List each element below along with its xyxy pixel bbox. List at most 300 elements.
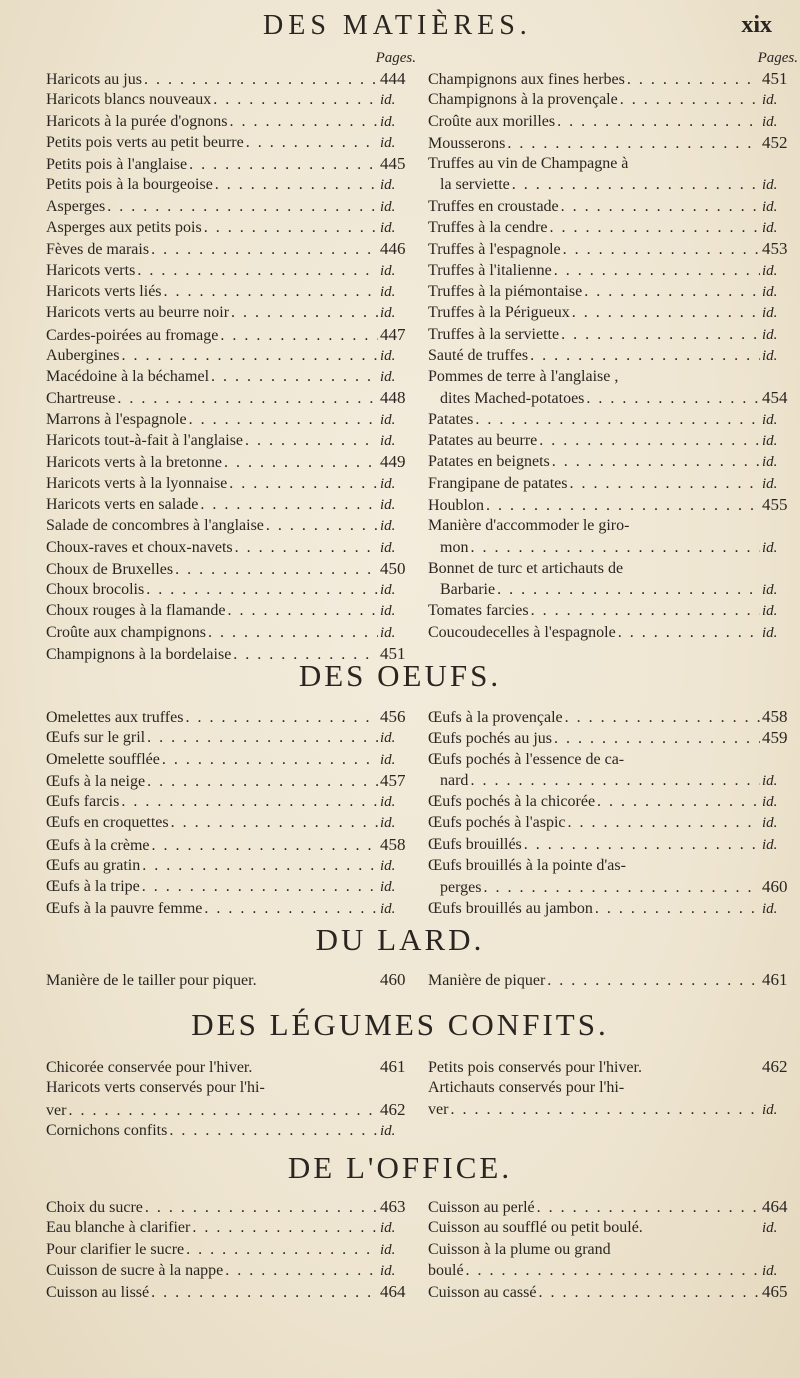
dot-leader [230, 111, 379, 132]
entry-title: Fèves de marais [46, 241, 150, 259]
entry-page-number: 451 [762, 69, 788, 88]
dot-leader [597, 791, 760, 812]
entry-page-number: id. [762, 177, 778, 194]
entry-title: Œufs brouillés au jambon [428, 899, 593, 917]
dot-leader [107, 196, 378, 217]
lard-right-column [428, 969, 798, 990]
toc-entry [428, 898, 798, 919]
entry-list [428, 969, 798, 990]
entry-page-number: id. [762, 454, 778, 471]
entry-title: Haricots blancs nouveaux [46, 91, 212, 109]
dot-leader [225, 1260, 378, 1281]
entry-title: Asperges [46, 197, 106, 215]
dot-leader [266, 515, 378, 536]
toc-entry [46, 537, 416, 558]
entry-page-number: id. [762, 900, 778, 917]
entry-title: Haricots verts liés [46, 282, 162, 300]
dot-leader [557, 111, 760, 132]
entry-page-number: id. [762, 1101, 778, 1118]
toc-entry [428, 706, 798, 727]
dot-leader [450, 1099, 760, 1120]
entry-page-number: id. [380, 433, 396, 450]
entry-page-number: id. [762, 772, 778, 789]
dot-leader [531, 600, 760, 621]
entry-title: Patates en beignets [428, 453, 550, 471]
entry-title: Cuisson au soufflé ou petit boulé. [428, 1219, 643, 1237]
dot-leader [162, 749, 378, 770]
entry-page-number: id. [380, 177, 396, 194]
entry-page-number: id. [380, 475, 396, 492]
toc-entry [46, 430, 416, 451]
legumes-right-column [428, 48, 798, 643]
section-title-confits: DES LÉGUMES CONFITS. [191, 1007, 609, 1042]
entry-title: Truffes à la serviette [428, 325, 560, 343]
entry-page-number: id. [762, 1262, 778, 1279]
entry-page-number: 450 [380, 558, 406, 578]
entry-title: Truffes à l'italienne [428, 261, 552, 279]
entry-page-number: id. [380, 815, 396, 832]
dot-leader [204, 217, 378, 238]
dot-leader [246, 132, 378, 153]
dot-leader [121, 791, 378, 812]
toc-entry [428, 791, 798, 812]
toc-entry [46, 969, 416, 990]
toc-entry [428, 430, 798, 451]
entry-page-number: id. [380, 220, 396, 237]
entry-title: nard [440, 771, 469, 789]
entry-title: Œufs sur le gril [46, 729, 146, 747]
entry-title: Haricots au jus [46, 71, 142, 88]
entry-list [46, 1056, 416, 1141]
dot-leader [568, 812, 760, 833]
entry-title: Marrons à l'espagnole [46, 410, 187, 428]
toc-entry [428, 111, 798, 132]
toc-entry [46, 174, 416, 195]
toc-entry [428, 409, 798, 430]
toc-entry [46, 812, 416, 833]
dot-leader [530, 345, 760, 366]
toc-entry [46, 473, 416, 494]
entry-title: Choux brocolis [46, 581, 145, 599]
toc-entry [46, 791, 416, 812]
dot-leader [507, 133, 760, 153]
entry-title: Choux de Bruxelles [46, 560, 174, 578]
running-title: DES MATIÈRES. [263, 10, 532, 41]
dot-leader [208, 622, 378, 643]
oeufs-right-column [428, 706, 798, 919]
entry-title: Cuisson au lissé [46, 1284, 150, 1302]
entry-page-number: id. [380, 347, 396, 364]
entry-title: la serviette [440, 176, 510, 194]
entry-title: Choux rouges à la flamande [46, 602, 226, 620]
entry-title: Croûte aux champignons [46, 623, 206, 641]
dot-leader [554, 260, 760, 281]
dot-leader [142, 855, 378, 876]
dot-leader [200, 494, 378, 515]
dot-leader [231, 302, 378, 323]
dot-leader [211, 366, 378, 387]
entry-page-number: 460 [380, 970, 406, 989]
entry-title: Cuisson au cassé [428, 1284, 537, 1302]
entry-page-number: id. [762, 624, 778, 641]
entry-title: dites Mached-potatoes [440, 390, 585, 408]
toc-entry-line: Manière d'accommoder le giro- [428, 517, 630, 535]
toc-entry [428, 1056, 798, 1077]
toc-entry [428, 770, 798, 791]
entry-list [428, 1056, 798, 1120]
toc-entry [46, 1056, 416, 1077]
entry-page-number: id. [380, 1241, 396, 1258]
entry-page-number: id. [762, 815, 778, 832]
dot-leader [189, 154, 378, 174]
toc-entry [428, 451, 798, 472]
toc-entry [46, 834, 416, 855]
entry-page-number: 452 [762, 132, 788, 152]
entry-title: Œufs à la pauvre femme [46, 899, 203, 917]
entry-page-number: id. [380, 1122, 396, 1139]
toc-entry [46, 749, 416, 770]
toc-entry [46, 855, 416, 876]
dot-leader [563, 239, 760, 259]
dot-leader [137, 260, 378, 281]
toc-entry [428, 238, 798, 259]
toc-entry [428, 1099, 798, 1120]
dot-leader [245, 430, 378, 451]
entry-page-number: id. [380, 113, 396, 130]
toc-entry [46, 600, 416, 621]
toc-entry [46, 217, 416, 238]
entry-title: Chartreuse [46, 390, 116, 408]
entry-page-number: 465 [762, 1282, 788, 1302]
toc-entry [46, 515, 416, 536]
entry-title: Barbarie [440, 581, 496, 599]
entry-title: mon [440, 538, 469, 556]
toc-entry [428, 345, 798, 366]
toc-entry [428, 1260, 798, 1281]
entry-title: Frangipane de patates [428, 474, 568, 492]
entry-page-number: id. [380, 518, 396, 535]
dot-leader [121, 345, 378, 366]
entry-title: Manière de piquer [428, 972, 546, 989]
toc-entry [428, 68, 798, 89]
dot-leader [595, 898, 760, 919]
entry-page-number: 446 [380, 239, 406, 259]
entry-list [46, 969, 416, 990]
entry-title: Champignons à la bordelaise [46, 646, 232, 664]
entry-page-number: id. [762, 433, 778, 450]
entry-page-number: id. [380, 730, 396, 747]
entry-title: Cornichons confits [46, 1121, 168, 1139]
entry-page-number: id. [762, 582, 778, 599]
toc-entry [46, 451, 416, 472]
toc-entry [428, 812, 798, 833]
dot-leader [204, 898, 378, 919]
dot-leader [561, 324, 760, 345]
entry-page-number: 445 [380, 154, 406, 174]
entry-list [46, 1196, 416, 1302]
entry-page-number: 458 [380, 834, 406, 854]
entry-title: Truffes à l'espagnole [428, 241, 561, 259]
dot-leader [537, 1197, 760, 1217]
entry-page-number: id. [762, 836, 778, 853]
toc-entry [46, 1239, 416, 1260]
entry-title: Croûte aux morilles [428, 112, 556, 130]
toc-entry-line: Truffes au vin de Champagne à [428, 155, 629, 173]
toc-entry [46, 494, 416, 515]
dot-leader [229, 473, 378, 494]
dot-leader [228, 600, 379, 621]
entry-page-number: id. [762, 411, 778, 428]
entry-title: Œufs pochés au jus [428, 730, 552, 748]
toc-entry [46, 1196, 416, 1217]
entry-title: ver [46, 1101, 67, 1119]
entry-page-number: 459 [762, 728, 788, 748]
entry-title: ver [428, 1100, 449, 1118]
dot-leader [554, 728, 760, 748]
toc-entry [46, 111, 416, 132]
entry-page-number: id. [762, 794, 778, 811]
entry-title: Pour clarifier le sucre [46, 1240, 185, 1258]
entry-page-number: 454 [762, 388, 788, 408]
office-right-column [428, 1196, 798, 1302]
dot-leader [220, 325, 378, 345]
toc-entry [428, 876, 798, 897]
entry-title: Eau blanche à clarifier [46, 1219, 191, 1237]
toc-entry [428, 260, 798, 281]
entry-title: Truffes à la piémontaise [428, 282, 583, 300]
dot-leader [171, 812, 378, 833]
toc-entry [46, 1120, 416, 1141]
entry-page-number: 464 [762, 1197, 788, 1216]
confits-right-column [428, 1056, 798, 1120]
entry-page-number: id. [380, 1262, 396, 1279]
toc-entry [46, 345, 416, 366]
entry-title: Salade de concombres à l'anglaise [46, 517, 264, 535]
entry-page-number: id. [762, 603, 778, 620]
dot-leader [215, 174, 378, 195]
entry-title: Aubergines [46, 346, 120, 364]
entry-title: Truffes en croustade [428, 197, 559, 215]
entry-page-number: 464 [380, 1282, 406, 1302]
entry-title: Haricots verts en salade [46, 495, 199, 513]
dot-leader [627, 69, 760, 89]
office-left-column [46, 1196, 416, 1302]
dot-leader [539, 430, 760, 451]
legumes-left-column [46, 48, 416, 664]
toc-entry [46, 366, 416, 387]
entry-title: Petits pois à l'anglaise [46, 156, 188, 174]
toc-entry [46, 1217, 416, 1238]
dot-leader [561, 196, 760, 217]
entry-title: Champignons aux fines herbes [428, 71, 625, 88]
dot-leader [213, 89, 378, 110]
toc-entry-line: Cuisson à la plume ou grand [428, 1240, 611, 1258]
toc-entry [46, 238, 416, 259]
toc-entry [46, 281, 416, 302]
page-number: xix [741, 12, 772, 38]
entry-page-number: id. [762, 92, 778, 109]
running-head [0, 10, 800, 40]
entry-list [428, 1196, 798, 1302]
entry-title: Cuisson au perlé [428, 1199, 535, 1216]
entry-title: Œufs en croquettes [46, 814, 169, 832]
entry-page-number: id. [380, 858, 396, 875]
entry-page-number: id. [380, 411, 396, 428]
toc-entry [428, 834, 798, 855]
entry-title: Choux-raves et choux-navets [46, 538, 233, 556]
entry-list [46, 68, 416, 664]
toc-entry [428, 494, 798, 515]
toc-entry [46, 706, 416, 727]
toc-entry [428, 1281, 798, 1302]
toc-entry [46, 898, 416, 919]
entry-title: Cardes-poirées au fromage [46, 326, 219, 344]
toc-entry [46, 579, 416, 600]
entry-list [428, 706, 798, 919]
entry-page-number: 444 [380, 69, 406, 88]
entry-page-number: id. [762, 198, 778, 215]
entry-page-number: id. [380, 879, 396, 896]
toc-entry [428, 387, 798, 408]
entry-page-number: id. [762, 475, 778, 492]
toc-entry [46, 153, 416, 174]
entry-page-number: 453 [762, 239, 788, 259]
toc-entry [428, 324, 798, 345]
dot-leader [475, 409, 760, 430]
dot-leader [145, 1197, 378, 1217]
confits-left-column [46, 1056, 416, 1141]
entry-page-number: id. [380, 900, 396, 917]
toc-entry [428, 579, 798, 600]
dot-leader [164, 281, 378, 302]
entry-title: Œufs à la crème [46, 836, 150, 854]
entry-page-number: 462 [380, 1099, 406, 1119]
dot-leader [142, 876, 378, 897]
dot-leader [570, 473, 761, 494]
toc-entry [46, 1099, 416, 1120]
entry-title: Haricots à la purée d'ognons [46, 112, 228, 130]
entry-title: Haricots verts [46, 261, 136, 279]
toc-entry [46, 1281, 416, 1302]
toc-entry [428, 89, 798, 110]
entry-title: Petits pois conservés pour l'hiver. [428, 1059, 642, 1076]
entry-list [428, 68, 798, 643]
entry-page-number: id. [380, 539, 396, 556]
toc-entry [46, 727, 416, 748]
entry-page-number: id. [762, 539, 778, 556]
dot-leader [618, 622, 760, 643]
entry-page-number: id. [380, 624, 396, 641]
toc-entry [428, 302, 798, 323]
entry-title: Truffes à la Périgueux [428, 304, 570, 322]
entry-page-number: id. [762, 283, 778, 300]
entry-title: Œufs à la tripe [46, 878, 140, 896]
dot-leader [169, 1120, 378, 1141]
toc-entry [46, 558, 416, 579]
dot-leader [512, 174, 760, 195]
entry-title: Omelettes aux truffes [46, 709, 184, 726]
toc-entry [46, 324, 416, 345]
dot-leader [147, 771, 378, 791]
entry-list [46, 706, 416, 919]
dot-leader [224, 452, 378, 472]
dot-leader [185, 707, 378, 727]
entry-title: Œufs à la provençale [428, 709, 563, 726]
toc-entry [428, 281, 798, 302]
toc-entry [46, 622, 416, 643]
entry-title: Houblon [428, 496, 484, 514]
toc-entry-line: Œufs pochés à l'essence de ca- [428, 750, 625, 768]
dot-leader [144, 69, 378, 89]
dot-leader [175, 559, 378, 579]
toc-entry-line: Bonnet de turc et artichauts de [428, 559, 624, 577]
entry-page-number: 449 [380, 452, 406, 472]
entry-title: Omelette soufflée [46, 750, 160, 768]
dot-leader [186, 1239, 378, 1260]
entry-title: Œufs brouillés [428, 835, 522, 853]
toc-entry [428, 622, 798, 643]
toc-entry [46, 387, 416, 408]
dot-leader [466, 1260, 760, 1281]
entry-page-number: id. [380, 305, 396, 322]
section-title-lard: DU LARD. [315, 922, 485, 957]
entry-title: Cuisson de sucre à la nappe [46, 1261, 224, 1279]
toc-entry [428, 727, 798, 748]
entry-page-number: 462 [762, 1057, 788, 1076]
entry-page-number: id. [380, 751, 396, 768]
entry-title: boulé [428, 1261, 464, 1279]
entry-title: Asperges aux petits pois [46, 219, 202, 237]
entry-page-number: 451 [380, 644, 406, 664]
toc-entry [46, 302, 416, 323]
dot-leader [538, 1282, 760, 1302]
entry-page-number: id. [762, 1220, 778, 1237]
entry-title: perges [440, 879, 482, 897]
entry-page-number: id. [380, 134, 396, 151]
toc-entry [428, 600, 798, 621]
toc-entry [46, 260, 416, 281]
toc-entry [428, 473, 798, 494]
entry-page-number: id. [380, 92, 396, 109]
entry-title: Petits pois verts au petit beurre [46, 133, 244, 151]
entry-title: Œufs au gratin [46, 857, 141, 875]
entry-page-number: 461 [762, 970, 788, 989]
entry-title: Haricots tout-à-fait à l'anglaise [46, 432, 244, 450]
dot-leader [151, 239, 378, 259]
entry-page-number: 460 [762, 877, 788, 897]
toc-entry-line: Artichauts conservés pour l'hi- [428, 1079, 625, 1097]
entry-page-number: 458 [762, 707, 788, 726]
entry-title: Tomates farcies [428, 602, 529, 620]
dot-leader [235, 537, 378, 558]
entry-title: Coucoudecelles à l'espagnole [428, 623, 616, 641]
entry-page-number: id. [380, 794, 396, 811]
dot-leader [147, 727, 378, 748]
dot-leader [151, 1282, 378, 1302]
entry-page-number: id. [762, 305, 778, 322]
toc-entry [46, 409, 416, 430]
toc-entry [428, 174, 798, 195]
entry-title: Choix du sucre [46, 1199, 143, 1216]
toc-entry [428, 217, 798, 238]
lard-left-column [46, 969, 416, 990]
entry-page-number: 463 [380, 1197, 406, 1216]
entry-title: Mousserons [428, 134, 506, 152]
dot-leader [486, 495, 760, 515]
dot-leader [68, 1100, 378, 1120]
dot-leader [552, 451, 760, 472]
pages-column-heading: Pages. [375, 50, 416, 66]
